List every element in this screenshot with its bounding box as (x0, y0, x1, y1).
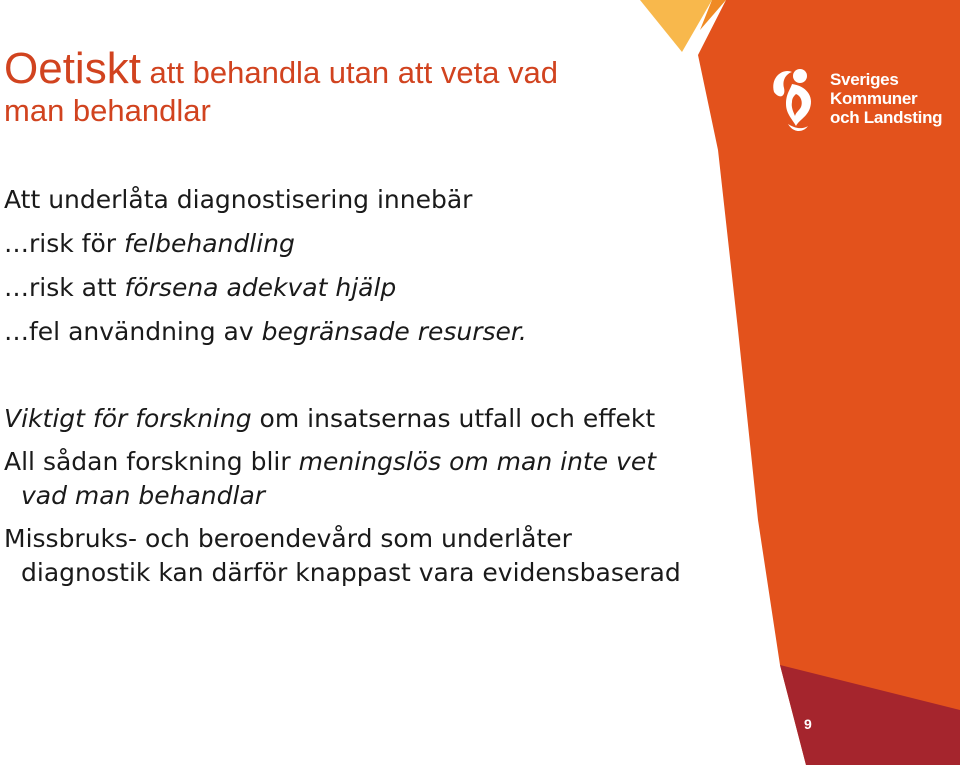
title-emphasis: Oetiskt (4, 44, 141, 93)
page-number: 9 (804, 716, 812, 732)
title-rest: att behandla utan att veta vad man behandlar (4, 55, 559, 129)
bullet-line: …fel användning av begränsade resurser. (4, 317, 527, 346)
brand-logo-text: Sveriges Kommuner och Landsting (830, 70, 943, 127)
bullet-line: …risk att försena adekvat hjälp (4, 273, 397, 302)
paragraph-meaningless: All sådan forskning blir meningslös om man inte vet vad man behandlar (4, 447, 657, 510)
intro-line: Att underlåta diagnostisering innebär (4, 185, 473, 214)
bullet-line: …risk för felbehandling (4, 229, 295, 258)
paragraph-evidence: Missbruks- och beroendevård som underlåter diagnostik kan därför knappast vara evidensbaserad (4, 524, 681, 587)
paragraph-research: Viktigt för forskning om insatsernas utfall och effekt (4, 404, 656, 433)
skl-flame-figure-icon (766, 62, 824, 134)
brand-yellow-triangle (640, 0, 712, 52)
slide-title (4, 44, 604, 129)
research-paragraphs (4, 402, 684, 599)
diagnosis-list (4, 180, 527, 356)
